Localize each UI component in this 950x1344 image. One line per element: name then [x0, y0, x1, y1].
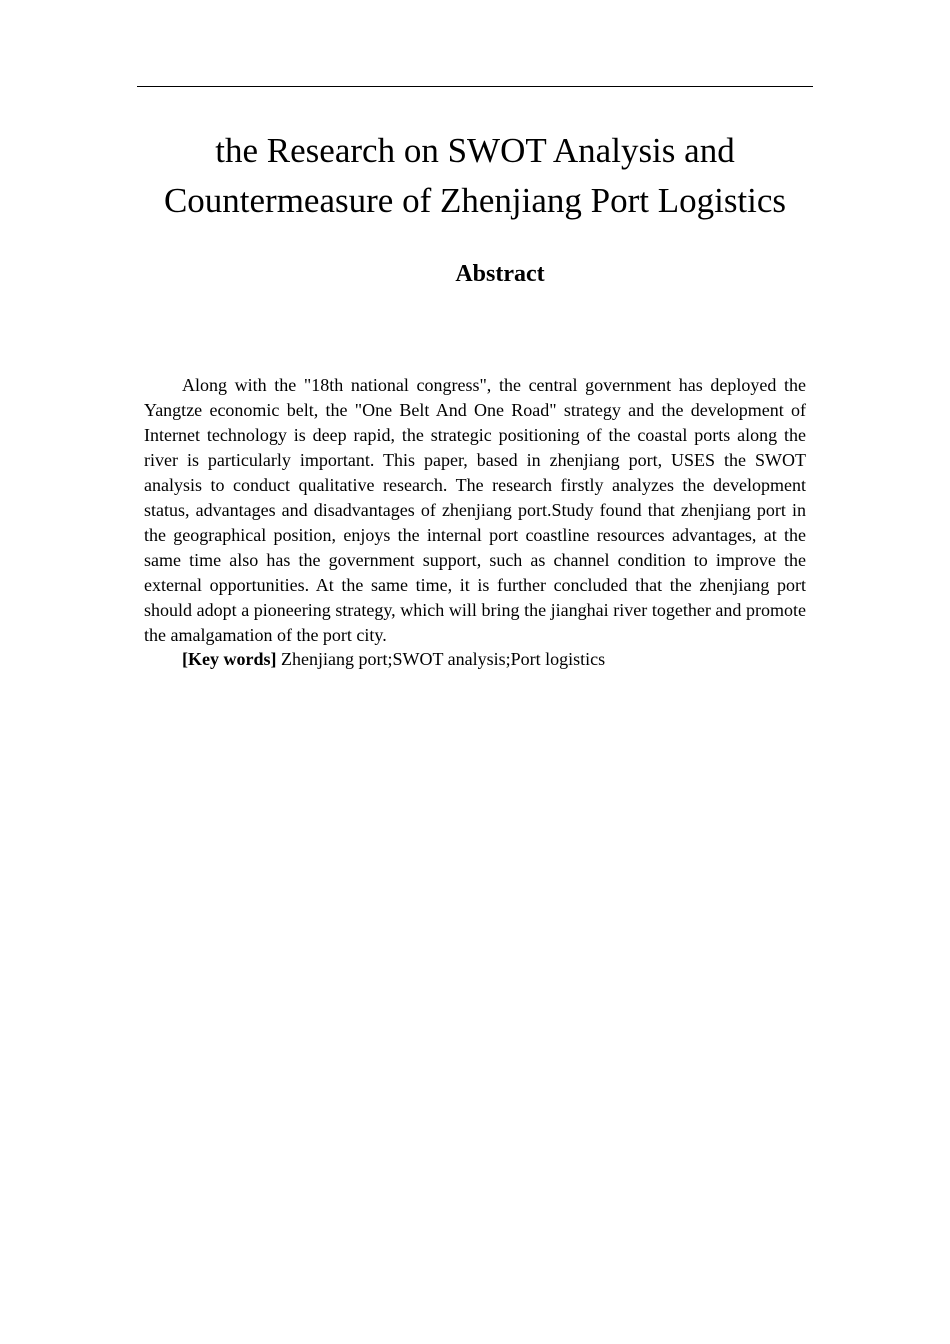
keywords-text: Zhenjiang port;SWOT analysis;Port logistics: [276, 649, 606, 669]
header-rule: [137, 86, 813, 87]
keywords-line: [144, 647, 806, 672]
abstract-heading: Abstract: [455, 261, 545, 287]
title-line-2: Countermeasure of Zhenjiang Port Logistics: [163, 181, 787, 220]
abstract-body: Along with the "18th national congress", the central government has deployed the Yangtze economic belt, the "One Belt And One Road" strategy and the development of Internet technology is deep rapid, the strategic positioning of the coastal ports along the river is particularly important. This paper, based in zhenjiang port, USES the SWOT analysis to conduct qualitative research. The research firstly analyzes the development status, advantages and disadvantages of zhenjiang port.Study found that zhenjiang port in the geographical position, enjoys the internal port coastline resources advantages, at the same time also has the government support, such as channel condition to improve the external opportunities. At the same time, it is further concluded that the zhenjiang port should adopt a pioneering strategy, which will bring the jianghai river together and promote the amalgamation of the port city.: [144, 375, 806, 645]
keywords-label: [Key words]: [182, 649, 277, 669]
title-line-1: the Research on SWOT Analysis and: [215, 131, 735, 170]
page-title: [0, 126, 950, 226]
